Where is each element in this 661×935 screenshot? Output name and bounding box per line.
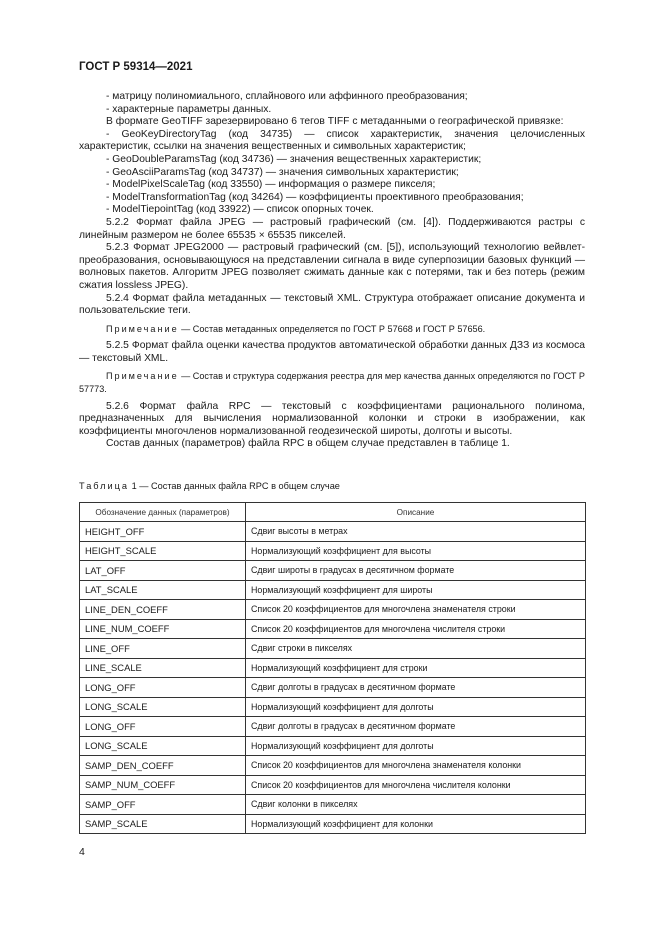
table-row <box>80 795 586 815</box>
table-row <box>80 639 586 659</box>
parameter-cell: LONG_SCALE <box>80 736 246 756</box>
table-row <box>80 775 586 795</box>
table-row <box>80 561 586 581</box>
table-row <box>80 814 586 834</box>
parameter-cell: LONG_SCALE <box>80 697 246 717</box>
list-item: - GeoKeyDirectoryTag (код 34735) — список характеристик, значения целочисленных характеристик, ссылки на значения вещественных и символьных характеристик; <box>79 128 585 153</box>
caption-label: Таблица <box>79 481 130 491</box>
document-header: ГОСТ Р 59314—2021 <box>79 61 193 73</box>
parameter-cell: LONG_OFF <box>80 717 246 737</box>
description-cell: Сдвиг долготы в градусах в десятичном формате <box>246 678 586 698</box>
list-item: - ModelTiepointTag (код 33922) — список опорных точек. <box>106 204 374 216</box>
parameter-cell: SAMP_OFF <box>80 795 246 815</box>
table-row <box>80 541 586 561</box>
parameter-cell: LINE_NUM_COEFF <box>80 619 246 639</box>
parameter-cell: LAT_SCALE <box>80 580 246 600</box>
table-row <box>80 522 586 542</box>
parameter-cell: LINE_SCALE <box>80 658 246 678</box>
table-body <box>80 522 586 834</box>
rpc-table <box>79 502 586 834</box>
description-cell: Сдвиг широты в градусах в десятичном формате <box>246 561 586 581</box>
list-item: - GeoDoubleParamsTag (код 34736) — значения вещественных характеристик; <box>106 153 482 165</box>
table-row <box>80 697 586 717</box>
table-row <box>80 717 586 737</box>
description-cell: Сдвиг высоты в метрах <box>246 522 586 542</box>
paragraph-5-2-5: 5.2.5 Формат файла оценки качества продуктов автоматической обработки данных ДЗЗ из космоса — текстовый XML. <box>79 340 585 364</box>
note-label: Примечание <box>106 371 179 382</box>
list-item: - матрицу полиномиального, сплайнового или аффинного преобразования; <box>106 91 468 102</box>
note-text: — Состав метаданных определяется по ГОСТ Р 57668 и ГОСТ Р 57656. <box>178 323 486 334</box>
parameter-cell: SAMP_DEN_COEFF <box>80 756 246 776</box>
parameter-cell: HEIGHT_OFF <box>80 522 246 542</box>
parameter-cell: LONG_OFF <box>80 678 246 698</box>
note-label: Примечание <box>106 323 179 334</box>
table-header-row <box>80 503 586 522</box>
note-text: — Состав и структура содержания реестра для мер качества данных определяются по ГОСТ Р 57773. <box>79 371 585 395</box>
list-item: - ModelPixelScaleTag (код 33550) — информация о размере пикселя; <box>106 179 436 191</box>
description-cell: Список 20 коэффициентов для многочлена числителя строки <box>246 619 586 639</box>
table-row <box>80 580 586 600</box>
parameter-cell: LAT_OFF <box>80 561 246 581</box>
list-item: - GeoAsciiParamsTag (код 34737) — значения символьных характеристик; <box>106 166 459 178</box>
table-row <box>80 619 586 639</box>
paragraph-rpc: Состав данных (параметров) файла RPC в общем случае представлен в таблице 1. <box>106 438 510 450</box>
table-row <box>80 736 586 756</box>
paragraph-5-2-2: 5.2.2 Формат файла JPEG — растровый графический (см. [4]). Поддерживаются растры с линейным размером не более 65535 × 65535 пикселей. <box>79 216 585 241</box>
table-row <box>80 658 586 678</box>
list-item: - характерные параметры данных. <box>106 103 272 115</box>
paragraph-5-2-3: 5.2.3 Формат JPEG2000 — растровый графический (см. [5]), использующий технологию вейвлет-преобразования, основывающуюся на представлении сигнала в виде суперпозиции базовых функций — волновых пакетов. Алгоритм JPEG позволяет сжимать данные как с потерями, так и без потерь (режим сжатия lossless JPEG). <box>79 242 585 291</box>
description-cell: Нормализующий коэффициент для высоты <box>246 541 586 561</box>
parameter-cell: SAMP_NUM_COEFF <box>80 775 246 795</box>
table-caption <box>79 481 340 491</box>
parameter-cell: HEIGHT_SCALE <box>80 541 246 561</box>
description-cell: Нормализующий коэффициент для долготы <box>246 736 586 756</box>
column-header-parameter: Обозначение данных (параметров) <box>80 503 246 522</box>
caption-text: 1 — Состав данных файла RPC в общем случае <box>129 481 340 491</box>
description-cell: Список 20 коэффициентов для многочлена знаменателя строки <box>246 600 586 620</box>
page-number: 4 <box>79 846 85 858</box>
description-cell: Сдвиг долготы в градусах в десятичном формате <box>246 717 586 737</box>
table-row <box>80 756 586 776</box>
description-cell: Нормализующий коэффициент для долготы <box>246 697 586 717</box>
note-1 <box>79 323 585 336</box>
note-2 <box>79 370 585 395</box>
table-row <box>80 600 586 620</box>
description-cell: Сдвиг строки в пикселях <box>246 639 586 659</box>
paragraph-5-2-4: 5.2.4 Формат файла метаданных — текстовый XML. Структура отображает описание документа и пользовательские теги. <box>79 292 585 317</box>
list-item: - ModelTransformationTag (код 34264) — коэффициенты проективного преобразования; <box>106 191 524 203</box>
parameter-cell: LINE_DEN_COEFF <box>80 600 246 620</box>
description-cell: Нормализующий коэффициент для строки <box>246 658 586 678</box>
column-header-description: Описание <box>246 503 586 522</box>
body-text <box>79 91 585 451</box>
paragraph: В формате GeoTIFF зарезервировано 6 тегов TIFF с метаданными о географической привязке: <box>106 116 564 128</box>
parameter-cell: LINE_OFF <box>80 639 246 659</box>
paragraph-5-2-6: 5.2.6 Формат файла RPC — текстовый с коэффициентами рационального полинома, предназначенных для вычисления нормализованной колонки и строки в изображении, как коэффициенты многочленов нормализованной геодезической широты, долготы и высоты. <box>79 400 585 437</box>
table-row <box>80 678 586 698</box>
parameter-cell: SAMP_SCALE <box>80 814 246 834</box>
description-cell: Нормализующий коэффициент для колонки <box>246 814 586 834</box>
description-cell: Сдвиг колонки в пикселях <box>246 795 586 815</box>
description-cell: Список 20 коэффициентов для многочлена знаменателя колонки <box>246 756 586 776</box>
description-cell: Нормализующий коэффициент для широты <box>246 580 586 600</box>
description-cell: Список 20 коэффициентов для многочлена числителя колонки <box>246 775 586 795</box>
